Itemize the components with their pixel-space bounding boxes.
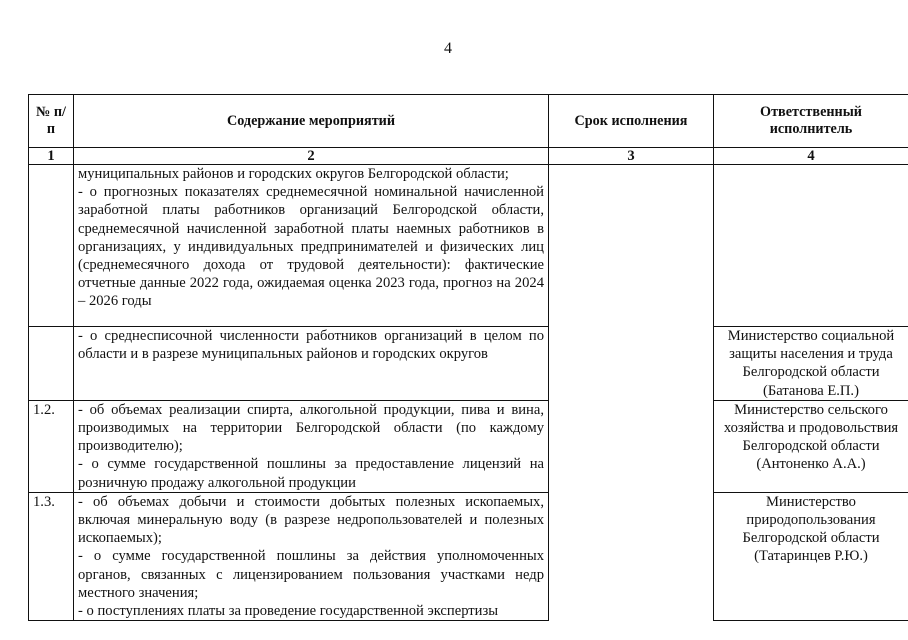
plan-table — [28, 94, 908, 621]
content-paragraph: - о прогнозных показателях среднемесячной номинальной начисленной заработной платы работников организаций Белгородской области, среднемесячной начисленной заработной платы наемных работников в организациях, у индивидуальных предпринимателей и физических лиц (среднемесячного дохода от трудовой деятельности): фактические отчетные данные 2022 года, ожидаемая оценка 2023 года, прогноз на 2024 – 2026 годы — [78, 184, 544, 310]
content-paragraph: - о среднесписочной численности работников организаций в целом по области и в разрезе муниципальных районов и городских округов — [78, 328, 544, 363]
row-num — [29, 165, 74, 327]
table-header-row — [29, 95, 908, 148]
column-number: 2 — [74, 148, 549, 165]
table-row — [29, 165, 908, 327]
row-num — [29, 327, 74, 401]
row-content — [74, 165, 549, 327]
content-paragraph: - о поступлениях платы за проведение государственной экспертизы — [78, 603, 499, 620]
column-number: 3 — [549, 148, 714, 165]
row-content — [74, 327, 549, 401]
content-paragraph: - о сумме государственной пошлины за действия уполномоченных органов, связанных с лицензированием пользования участками недр местного значения; — [78, 548, 544, 601]
content-paragraph: муниципальных районов и городских округов Белгородской области; — [78, 166, 509, 182]
row-num: 1.2. — [29, 400, 74, 492]
table-row — [29, 492, 908, 620]
header-deadline: Срок исполнения — [549, 95, 714, 148]
table-row — [29, 400, 908, 492]
row-num: 1.3. — [29, 492, 74, 620]
row-responsible: Министерство природопользования Белгородской области (Татаринцев Р.Ю.) — [714, 492, 908, 620]
content-paragraph: - о сумме государственной пошлины за предоставление лицензий на розничную продажу алкогольной продукции — [78, 456, 544, 491]
column-number-row — [29, 148, 908, 165]
row-responsible: Министерство сельского хозяйства и продовольствия Белгородской области (Антоненко А.А.) — [714, 400, 908, 492]
header-num: № п/п — [29, 95, 74, 148]
row-content — [74, 400, 549, 492]
page-number: 4 — [444, 40, 452, 57]
content-paragraph: - об объемах добычи и стоимости добытых полезных ископаемых, включая минеральную воду (в разрезе недропользователей и полезных ископаемых); — [78, 493, 544, 547]
column-number: 4 — [714, 148, 908, 165]
header-content: Содержание мероприятий — [74, 95, 549, 148]
deadline-cell — [549, 165, 714, 621]
content-paragraph: - об объемах реализации спирта, алкогольной продукции, пива и вина, производимых на территории Белгородской области (по каждому производителю); — [78, 401, 544, 455]
header-responsible: Ответственный исполнитель — [714, 95, 908, 148]
row-responsible — [714, 165, 908, 327]
row-content — [74, 492, 549, 620]
table-row — [29, 327, 908, 401]
row-responsible: Министерство социальной защиты населения и труда Белгородской области (Батанова Е.П.) — [714, 327, 908, 401]
column-number: 1 — [29, 148, 74, 165]
